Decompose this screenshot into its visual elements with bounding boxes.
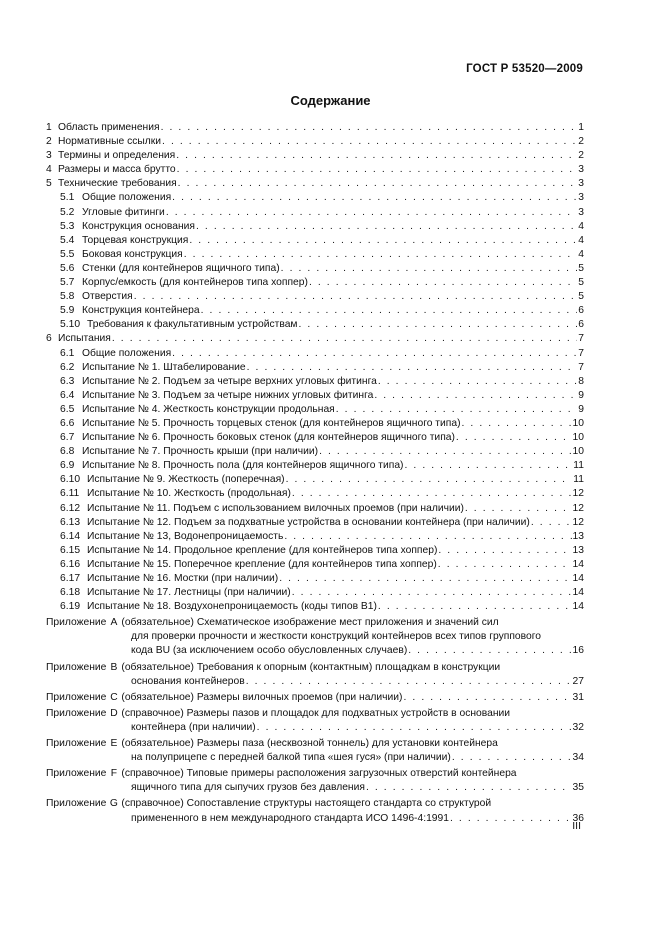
toc-entry-title [60, 206, 165, 220]
toc-entry-number: 5.9 [60, 305, 75, 317]
annex-word: Приложение [46, 661, 107, 673]
toc-entry-title [60, 417, 461, 431]
toc-entry-number: 6.5 [60, 403, 75, 415]
toc-entry-page: 9 [578, 403, 584, 415]
annex-line [46, 630, 584, 644]
toc-leader-dots [184, 248, 578, 262]
toc-leader-dots [452, 751, 572, 765]
toc-entry-number: 6.12 [60, 502, 81, 514]
toc-leader-dots [292, 586, 572, 600]
toc-entry-number: 5 [46, 178, 52, 190]
toc-entry-text: Испытание № 14. Продольное крепление (для контейнеров типа хоппер) [87, 544, 438, 556]
toc-entry-text: Испытание № 6. Прочность боковых стенок (для контейнеров ящичного типа) [82, 432, 455, 444]
toc-leader-dots [366, 781, 572, 795]
page-number: III [572, 820, 581, 832]
annex-line [46, 797, 584, 811]
toc-entry-text: Испытание № 9. Жесткость (поперечная) [87, 474, 285, 486]
annex-line [46, 812, 584, 826]
toc-entry-title [60, 347, 171, 361]
toc-entry[interactable] [46, 206, 584, 220]
annex-page: 34 [572, 752, 584, 764]
toc-entry-number: 6.6 [60, 417, 75, 429]
annex-line [46, 767, 584, 781]
annex-line [46, 644, 584, 658]
toc-entry-text: Стенки (для контейнеров ящичного типа) [82, 262, 280, 274]
toc-entry-page: 6 [578, 319, 584, 331]
annex-word: Приложение [46, 691, 107, 703]
toc-entry-page: 1 [578, 122, 584, 133]
toc-entry-page: 2 [578, 136, 584, 148]
annex-label [46, 707, 121, 721]
toc-leader-dots [456, 431, 572, 445]
toc-entry-page: 7 [578, 361, 584, 373]
toc-entry-page: 11 [573, 460, 584, 472]
toc-entry-title [46, 163, 176, 177]
toc-leader-dots [408, 644, 571, 658]
annex-letter: A [110, 617, 118, 629]
toc-leader-dots [178, 177, 578, 191]
toc-entry-number: 5.1 [60, 192, 75, 204]
toc-entry-number: 6.3 [60, 375, 75, 387]
toc-entry-page: 5 [578, 291, 584, 303]
toc-leader-dots [438, 558, 572, 572]
toc-entry[interactable] [46, 431, 584, 445]
toc-entry-page: 8 [578, 375, 584, 387]
toc-entry-title [60, 290, 133, 304]
toc-leader-dots [319, 445, 571, 459]
annex-word: Приложение [46, 768, 107, 780]
toc-entry-number: 2 [46, 136, 52, 148]
toc-leader-dots [309, 276, 577, 290]
toc-entry-text: Конструкция основания [82, 220, 196, 232]
toc-entry[interactable] [46, 572, 584, 586]
toc-leader-dots [531, 516, 572, 530]
toc-entry-page: 10 [572, 446, 584, 458]
annex-page: 31 [572, 691, 584, 703]
toc-leader-dots [246, 675, 572, 689]
toc-leader-dots [403, 691, 571, 705]
toc-entry-page: 3 [578, 178, 584, 190]
annex-entry[interactable] [46, 661, 584, 689]
toc-leader-dots [279, 572, 571, 586]
toc-entry-number: 6.16 [60, 558, 81, 570]
annex-label [46, 797, 121, 811]
toc-entry-text: Технические требования [58, 178, 177, 190]
toc-entry-page: 3 [578, 192, 584, 204]
toc-entry-text: Испытание № 7. Прочность крыши (при наличии) [82, 446, 319, 458]
annex-line [46, 616, 584, 630]
toc-entry-number: 3 [46, 150, 52, 162]
toc-entry-page: 13 [572, 530, 584, 542]
toc-entry[interactable] [46, 304, 584, 318]
toc-entry-title [60, 600, 377, 614]
toc-entry[interactable] [46, 459, 584, 473]
annex-text: (справочное) Сопоставление структуры настоящего стандарта со структурой [121, 798, 492, 810]
toc-entry-title [60, 361, 246, 375]
toc-entry-number: 4 [46, 164, 52, 176]
annex-letter: F [110, 768, 118, 780]
toc-leader-dots [438, 544, 571, 558]
toc-entry[interactable] [46, 248, 584, 262]
annex-entry[interactable] [46, 691, 584, 705]
toc-entry-number: 6.9 [60, 460, 75, 472]
toc-entry-text: Испытание № 10. Жесткость (продольная) [87, 488, 291, 500]
toc-entry-text: Испытание № 5. Прочность торцевых стенок (для контейнеров ящичного типа) [82, 417, 461, 429]
annex-text: на полуприцепе с передней балкой типа «шея гуся» (при наличии) [131, 752, 451, 764]
toc-entry[interactable] [46, 502, 584, 516]
toc-leader-dots [286, 473, 573, 487]
annex-page: 35 [572, 782, 584, 794]
toc-entry[interactable] [46, 516, 584, 530]
table-of-contents [46, 121, 584, 826]
annex-line [46, 707, 584, 721]
toc-leader-dots [292, 487, 572, 501]
toc-entry-text: Торцевая конструкция [82, 234, 189, 246]
toc-entry-page: 12 [572, 516, 584, 528]
toc-entry-text: Испытание № 8. Прочность пола (для контейнеров ящичного типа) [82, 460, 404, 472]
toc-leader-dots [336, 403, 578, 417]
toc-entry-text: Угловые фитинги [82, 206, 165, 218]
annex-entry[interactable] [46, 767, 584, 795]
toc-entry-number: 6.13 [60, 516, 81, 528]
annex-line [46, 661, 584, 675]
toc-leader-dots [465, 502, 572, 516]
toc-entry-page: 6 [578, 305, 584, 317]
toc-entry-title [60, 248, 183, 262]
toc-entry-number: 5.4 [60, 234, 75, 246]
toc-entry-number: 6.2 [60, 361, 75, 373]
toc-entry-title [60, 262, 280, 276]
toc-entry[interactable] [46, 262, 584, 276]
toc-leader-dots [196, 220, 577, 234]
toc-entry-page: 4 [578, 248, 584, 260]
annex-text: контейнера (при наличии) [131, 721, 256, 733]
toc-entry-number: 5.10 [60, 319, 81, 331]
toc-entry-number: 5.3 [60, 220, 75, 232]
toc-entry[interactable] [46, 177, 584, 191]
annex-text: для проверки прочности и жесткости конструкций контейнеров всех типов группового [131, 631, 541, 643]
toc-leader-dots [134, 290, 578, 304]
toc-entry-page: 12 [572, 502, 584, 514]
toc-entry[interactable] [46, 149, 584, 163]
toc-entry-number: 6.17 [60, 573, 81, 584]
annex-page: 32 [572, 721, 584, 733]
toc-entry-title [46, 149, 175, 163]
toc-entry[interactable] [46, 473, 584, 487]
annex-text: (обязательное) Требования к опорным (контактным) площадкам в конструкции [121, 661, 501, 673]
toc-entry[interactable] [46, 558, 584, 572]
toc-leader-dots [176, 149, 577, 163]
annex-text: (обязательное) Размеры вилочных проемов (при наличии) [121, 691, 403, 703]
toc-entry-title [60, 530, 283, 544]
toc-leader-dots [172, 191, 577, 205]
toc-entry-title [60, 431, 455, 445]
annex-line [46, 751, 584, 765]
toc-entry-title [60, 445, 318, 459]
toc-entry-text: Испытание № 11. Подъем с использованием вилочных проемов (при наличии) [87, 502, 464, 514]
toc-entry[interactable] [46, 600, 584, 614]
toc-entry[interactable] [46, 347, 584, 361]
toc-entry-text: Испытания [58, 333, 111, 345]
toc-entry-page: 4 [578, 220, 584, 232]
toc-entry-title [60, 558, 437, 572]
toc-entry-title [60, 473, 285, 487]
toc-title: Содержание [290, 93, 371, 108]
toc-leader-dots [201, 304, 578, 318]
toc-leader-dots [162, 135, 577, 149]
toc-entry-text: Конструкция контейнера [82, 305, 200, 317]
toc-entry-page: 2 [578, 150, 584, 162]
annex-text: (обязательное) Размеры паза (несквозной тоннель) для установки контейнера [121, 738, 498, 750]
annex-line [46, 721, 584, 735]
toc-entry-title [60, 403, 335, 417]
annex-page: 36 [572, 812, 584, 824]
annex-label [46, 616, 121, 630]
toc-entry-title [60, 304, 200, 318]
toc-leader-dots [450, 812, 572, 826]
toc-entry[interactable] [46, 191, 584, 205]
toc-entry-page: 3 [578, 164, 584, 176]
toc-entry-number: 5.7 [60, 277, 75, 289]
toc-entry-page: 10 [572, 432, 584, 444]
toc-leader-dots [405, 459, 573, 473]
toc-entry[interactable] [46, 586, 584, 600]
toc-entry-title [60, 459, 404, 473]
toc-entry-text: Нормативные ссылки [58, 136, 162, 148]
toc-entry-text: Испытание № 18. Воздухонепроницаемость (коды типов В1) [87, 601, 377, 613]
toc-entry-number: 6.15 [60, 544, 81, 556]
toc-entry-text: Термины и определения [58, 150, 176, 162]
toc-entry-text: Испытание № 15. Поперечное крепление (для контейнеров типа хоппер) [87, 558, 437, 570]
toc-entry-text: Испытание № 1. Штабелирование [82, 361, 246, 373]
toc-entry-title [60, 318, 298, 332]
toc-entry-title [46, 121, 160, 135]
toc-entry-page: 14 [572, 573, 584, 584]
toc-entry[interactable] [46, 530, 584, 544]
toc-entry-text: Область применения [58, 122, 160, 133]
toc-entry-title [60, 544, 437, 558]
annex-text: примененного в нем международного стандарта ИСО 1496-4:1991 [131, 812, 449, 824]
toc-entry-page: 9 [578, 389, 584, 401]
toc-entry-text: Общие положения [82, 347, 172, 359]
toc-entry-page: 14 [572, 587, 584, 599]
toc-entry-title [60, 389, 373, 403]
toc-entry-page: 10 [572, 417, 584, 429]
annex-page: 16 [572, 645, 584, 657]
annex-letter: C [110, 691, 118, 703]
toc-entry[interactable] [46, 361, 584, 375]
toc-entry-title [60, 572, 278, 586]
toc-entry-number: 1 [46, 122, 52, 133]
toc-entry-text: Испытание № 16. Мостки (при наличии) [87, 573, 279, 584]
toc-entry-text: Отверстия [82, 291, 133, 303]
toc-entry[interactable] [46, 403, 584, 417]
toc-entry[interactable] [46, 375, 584, 389]
toc-entry-page: 7 [578, 347, 584, 359]
toc-entry-number: 5.2 [60, 206, 75, 218]
toc-entry-text: Размеры и масса брутто [58, 164, 176, 176]
toc-entry-text: Общие положения [82, 192, 172, 204]
toc-entry-page: 11 [573, 474, 584, 486]
toc-entry[interactable] [46, 544, 584, 558]
toc-entry[interactable] [46, 417, 584, 431]
annex-label [46, 691, 121, 705]
toc-entry-text: Испытание № 4. Жесткость конструкции продольная [82, 403, 335, 415]
toc-entry[interactable] [46, 276, 584, 290]
toc-entry-title [46, 332, 111, 346]
toc-entry-title [60, 516, 530, 530]
toc-entry-number: 6.19 [60, 601, 81, 613]
toc-entry[interactable] [46, 318, 584, 332]
toc-entry-number: 6.11 [60, 488, 80, 500]
toc-entry-number: 6.14 [60, 530, 81, 542]
toc-entry-number: 6.1 [60, 347, 75, 359]
annex-word: Приложение [46, 798, 107, 810]
toc-entry[interactable] [46, 487, 584, 501]
toc-entry[interactable] [46, 445, 584, 459]
toc-entry[interactable] [46, 163, 584, 177]
toc-leader-dots [281, 262, 578, 276]
toc-entry-number: 5.8 [60, 291, 75, 303]
toc-entry-text: Корпус/емкость (для контейнеров типа хоппер) [82, 277, 308, 289]
toc-entry-title [60, 375, 377, 389]
toc-entry-page: 5 [578, 262, 584, 274]
toc-entry-number: 5.5 [60, 248, 75, 260]
annex-entry[interactable] [46, 797, 584, 825]
toc-leader-dots [172, 347, 577, 361]
toc-entry-text: Требования к факультативным устройствам [87, 319, 298, 331]
toc-entry[interactable] [46, 290, 584, 304]
toc-leader-dots [177, 163, 578, 177]
toc-entry-title [60, 502, 464, 516]
toc-leader-dots [374, 389, 577, 403]
toc-entry-page: 13 [572, 544, 584, 556]
toc-entry[interactable] [46, 135, 584, 149]
toc-entry-number: 6 [46, 333, 52, 345]
annex-label [46, 767, 121, 781]
annex-letter: D [110, 707, 118, 719]
toc-entry-text: Испытание № 2. Подъем за четыре верхних угловых фитинга [82, 375, 377, 387]
annex-text: (справочное) Размеры пазов и площадок для подхватных устройств в основании [121, 707, 511, 719]
toc-entry-page: 3 [578, 206, 584, 218]
toc-entry-page: 4 [578, 234, 584, 246]
toc-entry-page: 5 [578, 277, 584, 289]
annex-page: 27 [572, 675, 584, 687]
toc-entry[interactable] [46, 234, 584, 248]
toc-entry-title [60, 191, 171, 205]
annex-word: Приложение [46, 738, 107, 750]
annex-line [46, 691, 584, 705]
toc-entry-text: Испытание № 17. Лестницы (при наличии) [87, 587, 291, 599]
annex-entry[interactable] [46, 616, 584, 658]
toc-leader-dots [257, 721, 572, 735]
toc-entry[interactable] [46, 220, 584, 234]
annex-label [46, 661, 121, 675]
toc-leader-dots [112, 332, 577, 346]
toc-leader-dots [462, 417, 572, 431]
toc-entry-number: 6.18 [60, 587, 81, 599]
toc-entry[interactable] [46, 389, 584, 403]
annex-word: Приложение [46, 707, 107, 719]
annex-label [46, 737, 121, 751]
annex-text: основания контейнеров [131, 675, 245, 687]
toc-leader-dots [189, 234, 577, 248]
standard-number: ГОСТ Р 53520—2009 [466, 63, 583, 75]
annex-line [46, 781, 584, 795]
annex-line [46, 675, 584, 689]
toc-leader-dots [166, 206, 577, 220]
toc-entry-title [46, 177, 177, 191]
toc-entry-title [60, 220, 195, 234]
toc-entry-number: 6.10 [60, 474, 81, 486]
toc-entry-text: Испытание № 12. Подъем за подхватные устройства в основании контейнера (при наличии) [87, 516, 530, 528]
annex-text: (обязательное) Схематическое изображение мест приложения и значений сил [121, 617, 499, 629]
annex-line [46, 737, 584, 751]
annex-letter: E [110, 738, 118, 750]
toc-leader-dots [247, 361, 578, 375]
toc-leader-dots [161, 121, 578, 135]
annex-entry[interactable] [46, 707, 584, 735]
toc-entry-title [60, 487, 291, 501]
toc-entry-number: 6.4 [60, 389, 75, 401]
toc-entry-page: 14 [572, 558, 584, 570]
toc-entry-text: Боковая конструкция [82, 248, 183, 260]
toc-entry-page: 7 [578, 333, 584, 345]
toc-entry-page: 12 [572, 488, 584, 500]
toc-entry-title [46, 135, 161, 149]
toc-entry[interactable] [46, 332, 584, 346]
toc-entry-title [60, 234, 188, 248]
toc-entry-title [60, 276, 308, 290]
annex-text: ящичного типа для сыпучих грузов без давления [131, 782, 365, 794]
toc-entry-title [60, 586, 291, 600]
toc-entry[interactable] [46, 121, 584, 135]
toc-entry-number: 5.6 [60, 262, 75, 274]
annex-word: Приложение [46, 617, 107, 629]
annex-entry[interactable] [46, 737, 584, 765]
toc-entry-text: Испытание № 3. Подъем за четыре нижних угловых фитинга [82, 389, 374, 401]
toc-entry-number: 6.8 [60, 446, 75, 458]
toc-leader-dots [284, 530, 571, 544]
toc-leader-dots [378, 600, 572, 614]
toc-entry-text: Испытание № 13, Водонепроницаемость [87, 530, 284, 542]
toc-leader-dots [299, 318, 578, 332]
annex-letter: B [110, 661, 118, 673]
toc-leader-dots [378, 375, 577, 389]
toc-entry-page: 14 [572, 601, 584, 613]
annex-text: кода BU (за исключением особо обусловленных случаев) [131, 645, 408, 657]
annex-text: (справочное) Типовые примеры расположения загрузочных отверстий контейнера [121, 768, 517, 780]
toc-entry-number: 6.7 [60, 432, 75, 444]
annex-letter: G [109, 798, 118, 810]
